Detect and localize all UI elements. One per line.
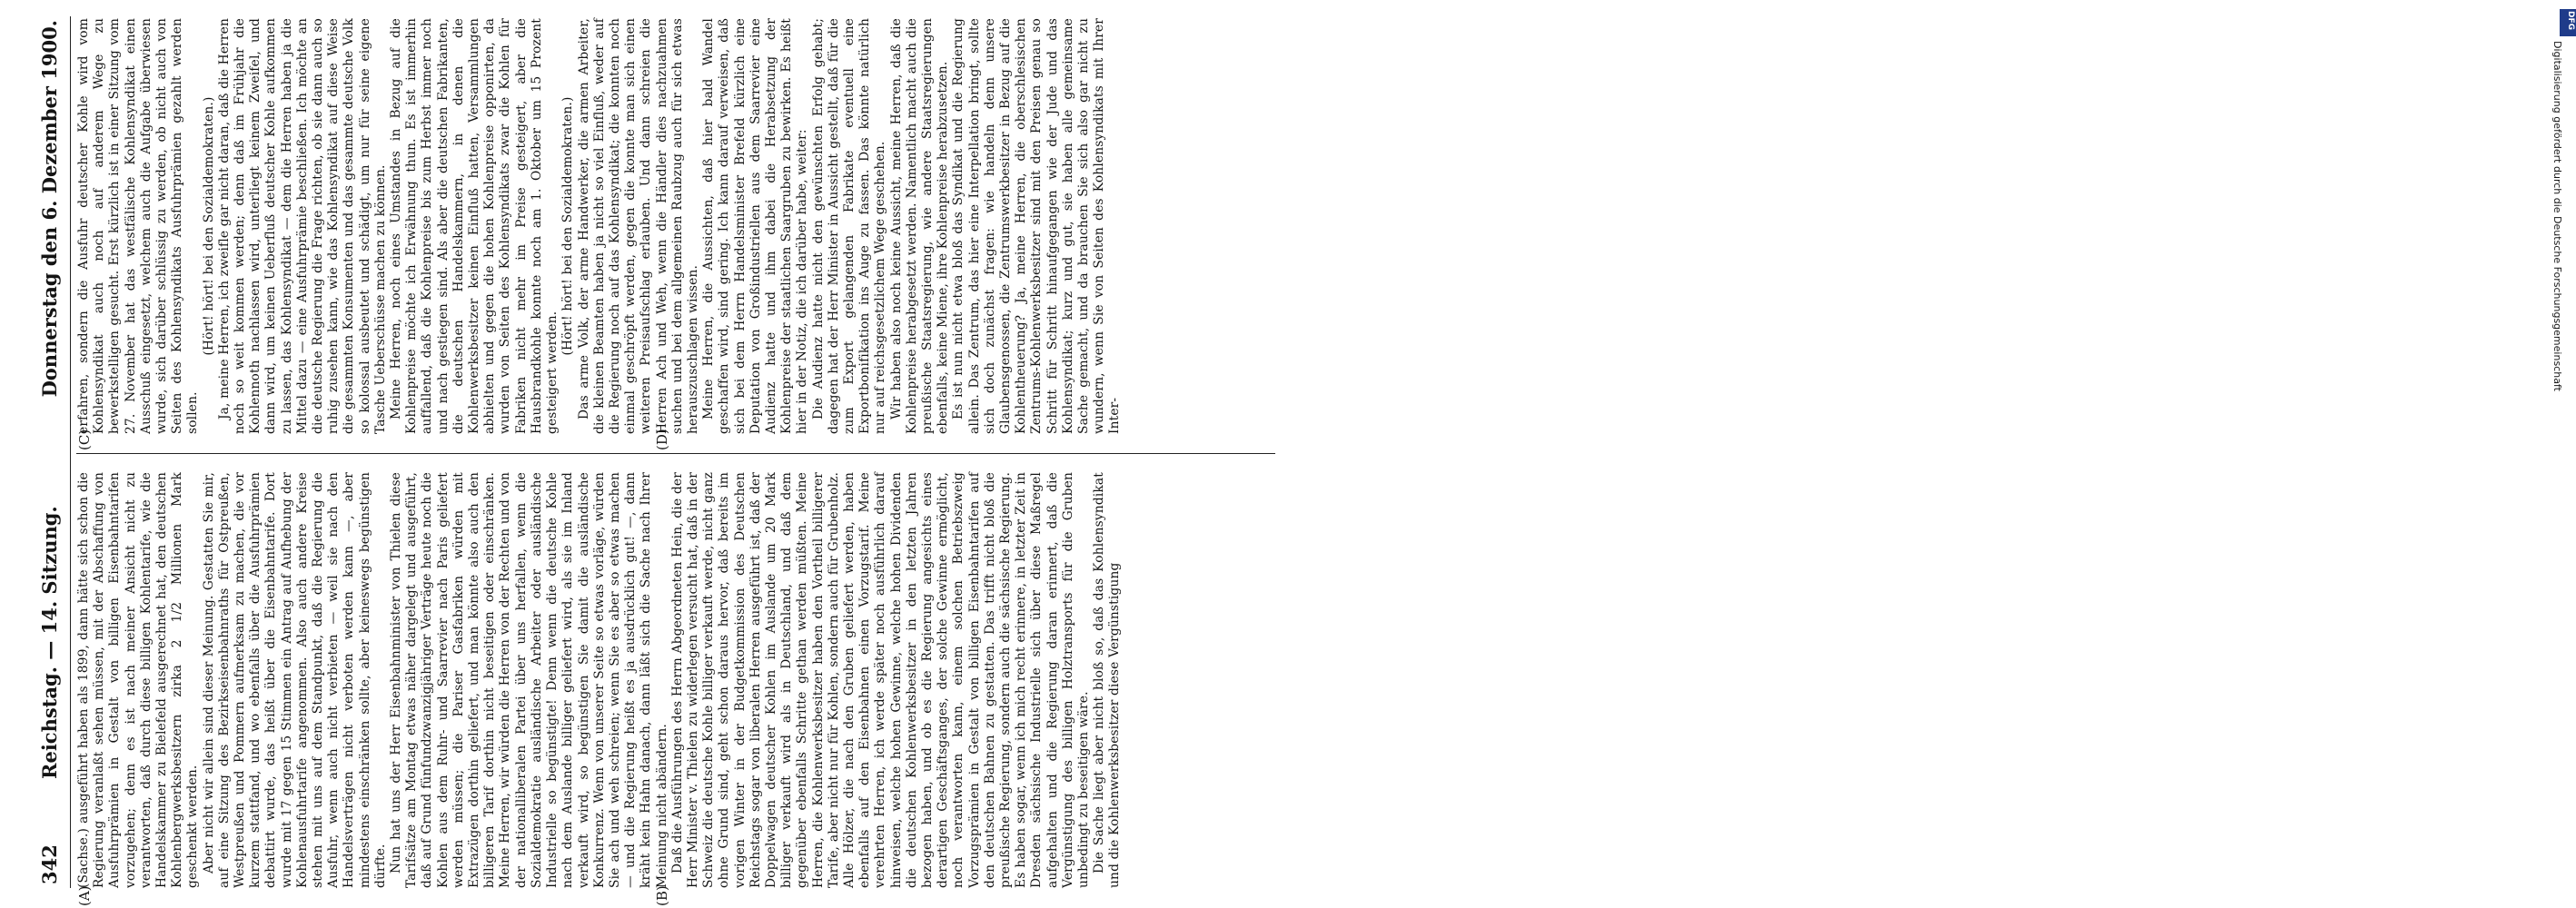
- text-column-left: [76, 472, 1275, 888]
- paragraph: Wir haben also noch keine Aussicht, meine Herren, daß die Kohlenpreise herabgesetzt werden. Namentlich macht auch die preußische Staatsregierung, wie andere Staatsregierungen ebenfalls, keine Miene, ihre Kohlenpreise herabzusetzen.: [888, 18, 951, 434]
- margin-mark-d: (D): [654, 429, 670, 450]
- interjection-note: (Hört! hört! bei den Sozialdemokraten.): [201, 96, 216, 356]
- paragraph: Meine Herren, die Aussichten, daß hier bald Wandel geschaffen wird, sind gering. Ich kann darauf verweisen, daß sich bei dem Herrn Handelsminister Brefeld kürzlich eine Deputation von Großindustriellen aus dem Saarrevier eine Audienz hatte und ihm dabei die Herabsetzung der Kohlenpreise der staatlichen Saargruben zu bewirken. Es heißt hier in der Notiz, die ich darüber habe, weiter:: [701, 18, 810, 434]
- column-rule: [76, 453, 1275, 454]
- dfg-logo-icon: DFG: [2560, 9, 2576, 36]
- header-session: Reichstag. — 14. Sitzung.: [38, 506, 61, 779]
- paragraph: Die Sache liegt aber nicht bloß so, daß das Kohlensyndikat und die Kohlenwerksbesitzer diese Vergünstigung: [1092, 472, 1123, 888]
- paragraph: Nun hat uns der Herr Eisenbahnminister von Thielen diese Tarifsätze am Montag etwas näher dargelegt und ausgeführt, daß auf Grund fünfundzwanzigjähriger Verträge heute noch die Kohlen aus dem Ruhr- und Saarrevier nach Paris geliefert werden müssen; die Pariser Gasfabriken würden mit Extrazügen dorthin geliefert, und man könnte also auch den billigeren Tarif dorthin nicht beseitigen oder einschränken. Meine Herren, wir würden die Herren von der Rechten und von der nationalliberalen Partei über uns herfallen, wenn die Sozialdemokratie ausländische Arbeiter oder ausländische Industrielle so begünstigte! Denn wenn die deutsche Kohle nach dem Auslande billiger geliefert wird, als sie im Inland verkauft wird, so begünstigen Sie damit die ausländische Konkurrenz. Wenn von unserer Seite so etwas vorläge, würden Sie ach und weh schreien; wenn Sie es aber so etwas machen — und die Regierung heißt es ja ausdrücklich gut! —, dann kräht kein Hahn danach, dann läßt sich die Sache nach Ihrer Meinung nicht abändern.: [389, 472, 669, 888]
- paragraph: Es ist nun nicht etwa bloß das Syndikat und die Regierung allein. Das Zentrum, das hier eine Interpellation bringt, sollte sich doch zunächst fragen: wie handeln denn unsere Glaubensgenossen, die Zentrumswerkbesitzer in Bezug auf die Kohlentheuerung? Ja, meine Herren, die oberschlesischen Zentrums-Kohlenwerksbesitzer sind mit den Preisen genau so Schritt für Schritt hinaufgegangen wie der Jude und das Kohlensyndikat; kurz und gut, sie haben alle gemeinsame Sache gemacht, und da brauchen Sie sich also gar nicht zu wundern, wenn Sie von Seiten des Kohlensyndikats mit Ihrer Inter-: [951, 18, 1123, 434]
- paragraph: Meine Herren, noch eines Umstandes in Bezug auf die Kohlenpreise möchte ich Erwähnung thun. Es ist immerhin auffallend, daß die Kohlenpreise bis zum Herbst immer noch und nach gestiegen sind. Als aber die deutschen Fabrikanten, die deutschen Handelskammern, in denen die Kohlenwerksbesitzer keinen Einfluß hatten, Versammlungen abhielten und gegen die hohen Kohlenpreise opponirten, da wurden von Seiten des Kohlensyndikats zwar die Kohlen für Fabriken nicht mehr im Preise gesteigert, aber die Hausbrandkohle konnte noch am 1. Oktober um 15 Prozent gesteigert werden.: [389, 18, 560, 434]
- paragraph: erfahren, sondern die Ausfuhr deutscher Kohle wird vom Kohlensyndikat auch noch auf anderem Wege zu bewerkstelligen gesucht. Erst kürzlich ist in einer Sitzung vom 27. November hat das westfälische Kohlensyndikat einen Ausschuß eingesetzt, welchem auch die Aufgabe überwiesen wurde, sich darüber schlüssig zu werden, ob nicht auch von Seiten des Kohlensyndikats Ausfuhrprämien gezahlt werden sollen.: [76, 18, 201, 434]
- paragraph: Das arme Volk, der arme Handwerker, die armen Arbeiter, die kleinen Beamten haben ja nicht so viel Einfluß, weder auf die Regierung noch auf das Kohlensyndikat; die konnten noch einmal geschröpft werden, gegen die konnte man sich einen weiteren Preisaufschlag erlauben. Und dann schreien die Herren Ach und Weh, wenn die Händler dies nachzuahmen suchen und bei dem allgemeinen Raubzug auch für sich etwas herauszuschlagen wissen.: [576, 18, 700, 434]
- margin-mark-a: (A): [76, 885, 93, 906]
- paragraph: (Sachse.) ausgeführt haben als 1899, dann hätte sich schon die Regierung veranlaßt sehen müssen, mit der Abschaffung von Ausfuhrprämien in Gestalt von billigen Eisenbahntarifen vorzugehen; denn es ist nach meiner Ansicht nicht zu verantworten, daß durch diese billigen Kohlentarife, wie die Handelskammer zu Bielefeld ausgerechnet hat, den deutschen Kohlenbergwerksbesitzern zirka 2 1/2 Millionen Mark geschenkt werden.: [76, 472, 201, 888]
- paragraph: Die Audienz hatte nicht den gewünschten Erfolg gehabt; dagegen hat der Herr Minister in Aussicht gestellt, daß für die zum Export gelangenden Fabrikate eventuell eine Exportbonifikation ins Auge zu fassen. Das könnte natürlich nur auf reichsgesetzlichem Wege geschehen.: [810, 18, 888, 434]
- credit-text: Digitalisierung gefördert durch die Deutsche Forschungsgemeinschaft: [2551, 41, 2563, 391]
- page-number: 342: [38, 844, 61, 884]
- interjection-note: (Hört! hört! bei den Sozialdemokraten.): [560, 96, 576, 356]
- header-date: Donnerstag den 6. Dezember 1900.: [38, 20, 61, 398]
- paragraph: Daß die Ausführungen des Herrn Abgeordneten Hein, die der Herr Minister v. Thielen zu widerlegen versucht hat, daß in der Schweiz die deutsche Kohle billiger verkauft werde, nicht ganz ohne Grund sind, geht schon daraus hervor, daß bereits im vorigen Winter in der Budgetkommission des Deutschen Reichstags sogar von liberalen Herren ausgeführt ist, daß der Doppelwagen deutscher Kohlen im Auslande um 20 Mark billiger verkauft wird als in Deutschland, und daß dem gegenüber ebenfalls Schritte gethan werden müßten. Meine Herren, die Kohlenwerksbesitzer haben den Vortheil billigerer Tarife, aber nicht nur für Kohlen, sondern auch für Grubenholz. Alle Hölzer, die nach den Gruben geliefert werden, haben ebenfalls auf den Eisenbahnen einen Vorzugstarif. Meine verehrten Herren, ich werde später noch ausführlich darauf hinweisen, welche hohen Gewinne, welche hohen Dividenden die deutschen Kohlenwerksbesitzer in den letzten Jahren bezogen haben, und ob es die Regierung angesichts eines derartigen Geschäftsganges, der solche Gewinne ermöglicht, noch verantworten kann, einem solchen Betriebszweig Vorzugsprämien in Gestalt von billigen Eisenbahntarifen auf den deutschen Bahnen zu gestatten. Das trifft nicht bloß die preußische Regierung, sondern auch die sächsische Regierung. Es haben sogar, wenn ich mich recht erinnere, in letzter Zeit in Dresden sächsische Industrielle sich über diese Maßregel aufgehalten und die Regierung daran erinnert, daß die Vergünstigung des billigen Holztransports für die Gruben unbedingt zu beseitigen wäre.: [669, 472, 1091, 888]
- margin-mark-c: (C): [76, 429, 93, 450]
- paragraph: Ja, meine Herren, ich zweifle gar nicht daran, daß die Herren noch so weit kommen werden; denn daß im Frühjahr die Kohlennoth nachlassen wird, unterliegt keinem Zweifel, und dann wird, um keinen Ueberfluß deutscher Kohle aufkommen zu lassen, das Kohlensyndikat — dem die Herren haben ja die Mittel dazu — eine Ausfuhrprämie beschließen. Ich möchte an die deutsche Regierung die Frage richten, ob sie dann auch so ruhig zusehen kann, wie das Kohlensyndikat auf diese Weise die gesammten Konsumenten und das gesammte deutsche Volk so kolossal ausbeutet und schädigt, um nur für seine eigene Tasche Ueberschüsse machen zu können.: [216, 18, 388, 434]
- text-column-right: [76, 18, 1275, 434]
- page-header: [38, 16, 65, 888]
- paragraph: Aber nicht wir allein sind dieser Meinung. Gestatten Sie mir, auf eine Sitzung des Bezirkseisenbahnraths für Ostpreußen, Westpreußen und Pommern aufmerksam zu machen, die vor kurzem stattfand, und wo ebenfalls über die Ausfuhrprämien debattirt wurde, das heißt über die Eisenbahntarife. Dort wurde mit 17 gegen 15 Stimmen ein Antrag auf Aufhebung der Kohlenausfuhrtarife angenommen. Also auch andere Kreise stehen mit uns auf dem Standpunkt, daß die Regierung die Ausfuhr, wenn auch nicht verbieten — weil sie nach den Handelsverträgen nicht verboten werden kann —, aber mindestens einschränken sollte, aber keineswegs begünstigen dürfte.: [201, 472, 388, 888]
- digitization-credit: [1275, 0, 2575, 908]
- header-rule: [70, 16, 71, 888]
- page-content: [0, 0, 1281, 908]
- margin-mark-b: (B): [654, 885, 670, 906]
